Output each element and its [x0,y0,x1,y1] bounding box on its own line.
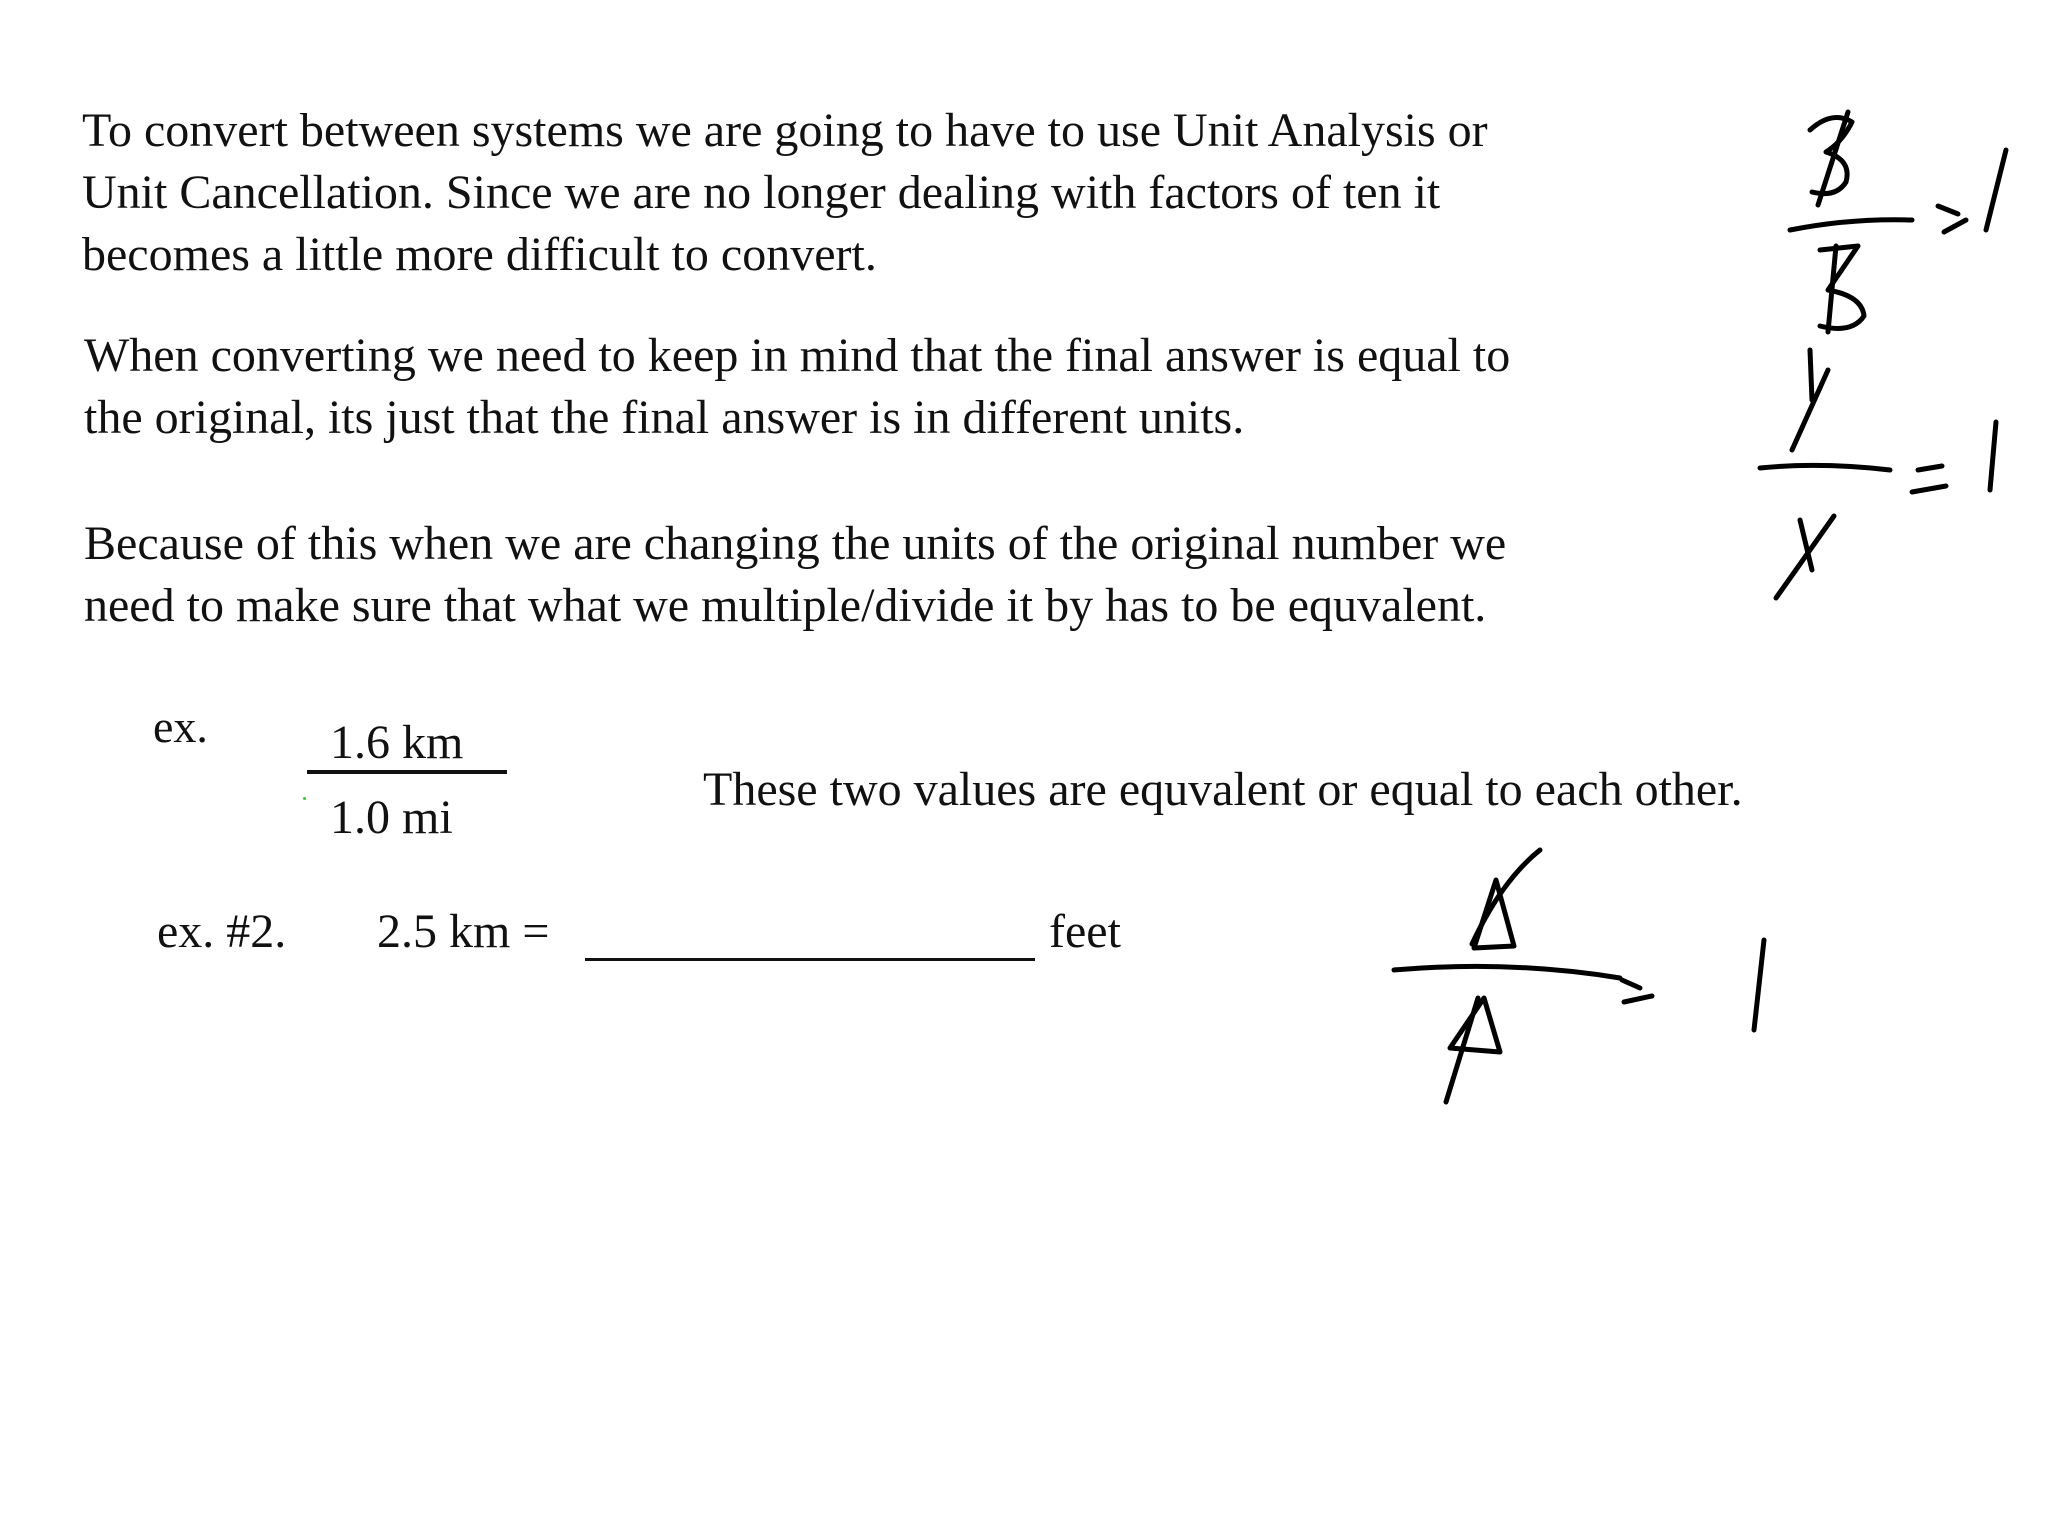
ink-x-top-stroke-1 [1810,350,1812,400]
ink-equals-1 [1938,206,1966,232]
fraction-denominator: 1.0 mi [330,791,453,844]
answer-blank-line[interactable] [585,958,1035,961]
ink-equals-3 [1622,980,1652,1002]
handwritten-x-over-x [1750,340,2030,610]
equivalent-factor-paragraph: Because of this when we are changing the units of the original number we need to make sure that what we multiple/divide it by has to be equvalent. [84,517,1507,632]
ink-three-top [1810,118,1852,194]
example-1-note: These two values are equvalent or equal to each other. [703,763,1743,816]
fraction-bar [307,770,507,774]
ink-fraction-bar-1 [1790,220,1912,230]
ink-a-top [1474,880,1514,948]
handwritten-three-over-three [1770,100,2040,340]
ink-three-bottom [1820,246,1864,328]
intro-paragraph: To convert between systems we are going to have to use Unit Analysis or Unit Cancellation. Since we are no longer dealing with factors of ten it becomes a little more difficult to convert. [82,104,1488,281]
ink-fraction-bar-2 [1760,465,1890,470]
ink-fraction-bar-3 [1394,966,1620,978]
handwritten-a-over-a [1390,840,1790,1110]
ink-one-3 [1754,940,1764,1030]
ink-equals-2 [1912,466,1946,492]
ink-one-1 [1986,150,2006,230]
fraction-numerator: 1.6 km [330,716,464,769]
example-2-unit: feet [1049,905,1121,958]
ink-one-2 [1990,422,1996,490]
example-2-value: 2.5 km = [377,905,550,958]
equal-value-paragraph: When converting we need to keep in mind that the final answer is equal to the original, its just that the final answer is in different units. [84,329,1511,444]
example-2-label: ex. #2. [157,905,287,958]
stray-dot [303,797,306,800]
ink-x-bottom-stroke-2 [1776,516,1834,598]
example-1-label: ex. [153,701,208,752]
